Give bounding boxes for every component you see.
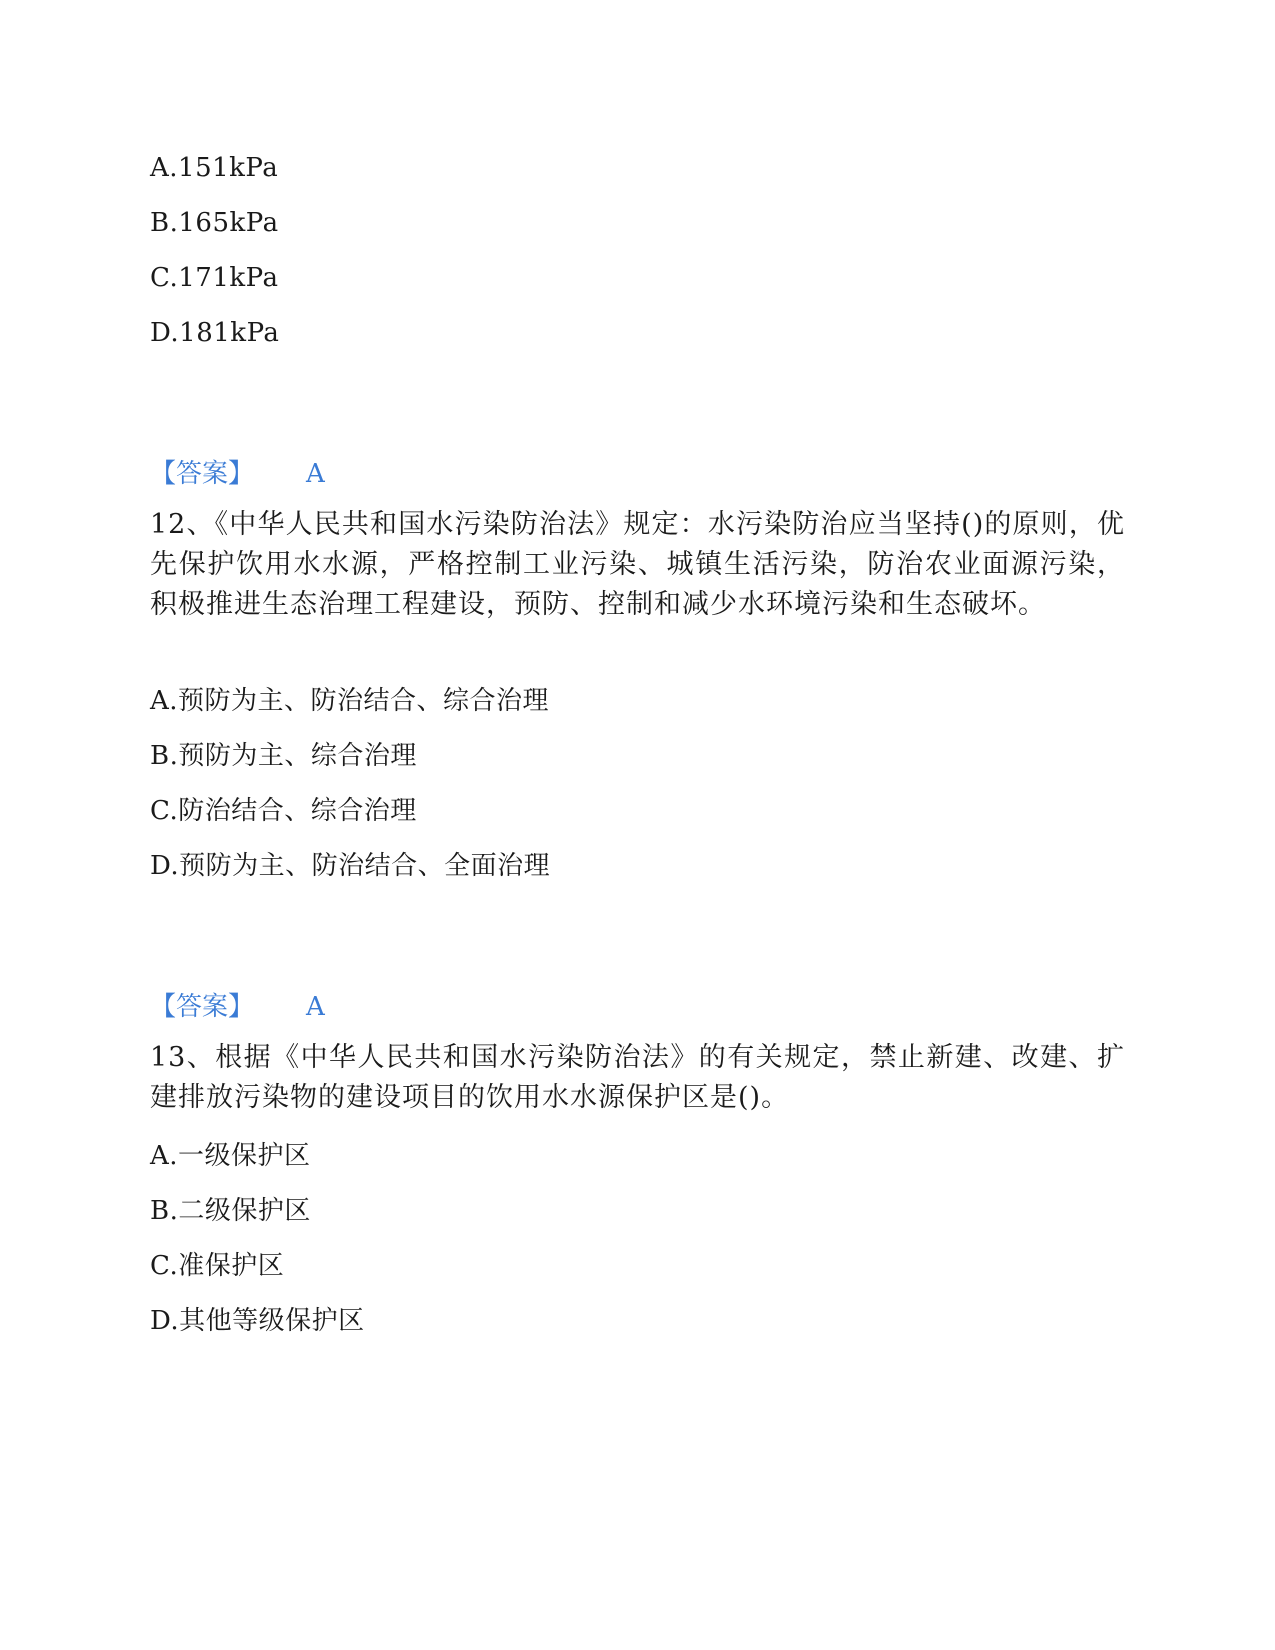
q11-option-b: B.165kPa (150, 208, 279, 238)
answer-value: A (306, 459, 325, 489)
q12-option-b: B.预防为主、综合治理 (150, 741, 417, 771)
q13-option-d: D.其他等级保护区 (150, 1306, 365, 1336)
q11-answer (150, 456, 325, 492)
q12-option-c: C.防治结合、综合治理 (150, 796, 417, 826)
q13-option-b: B.二级保护区 (150, 1196, 311, 1226)
q12-answer (150, 989, 325, 1025)
q12-stem: 12、《中华人民共和国水污染防治法》规定：水污染防治应当坚持()的原则，优先保护饮用水水源，严格控制工业污染、城镇生活污染，防治农业面源污染，积极推进生态治理工程建设，预防、控制和减少水环境污染和生态破坏。 (150, 509, 1125, 620)
q11-option-c: C.171kPa (150, 263, 279, 293)
q13-option-c: C.准保护区 (150, 1251, 285, 1281)
q11-option-d: D.181kPa (150, 318, 280, 348)
q12-option-d: D.预防为主、防治结合、全面治理 (150, 851, 551, 881)
answer-label: 【答案】 (150, 459, 255, 489)
q11-option-a: A.151kPa (150, 153, 279, 183)
q12-option-a: A.预防为主、防治结合、综合治理 (150, 686, 550, 716)
q13-stem: 13、根据《中华人民共和国水污染防治法》的有关规定，禁止新建、改建、扩建排放污染物的建设项目的饮用水水源保护区是()。 (150, 1042, 1125, 1113)
answer-value: A (306, 992, 325, 1022)
answer-label: 【答案】 (150, 992, 255, 1022)
q13-option-a: A.一级保护区 (150, 1141, 311, 1171)
